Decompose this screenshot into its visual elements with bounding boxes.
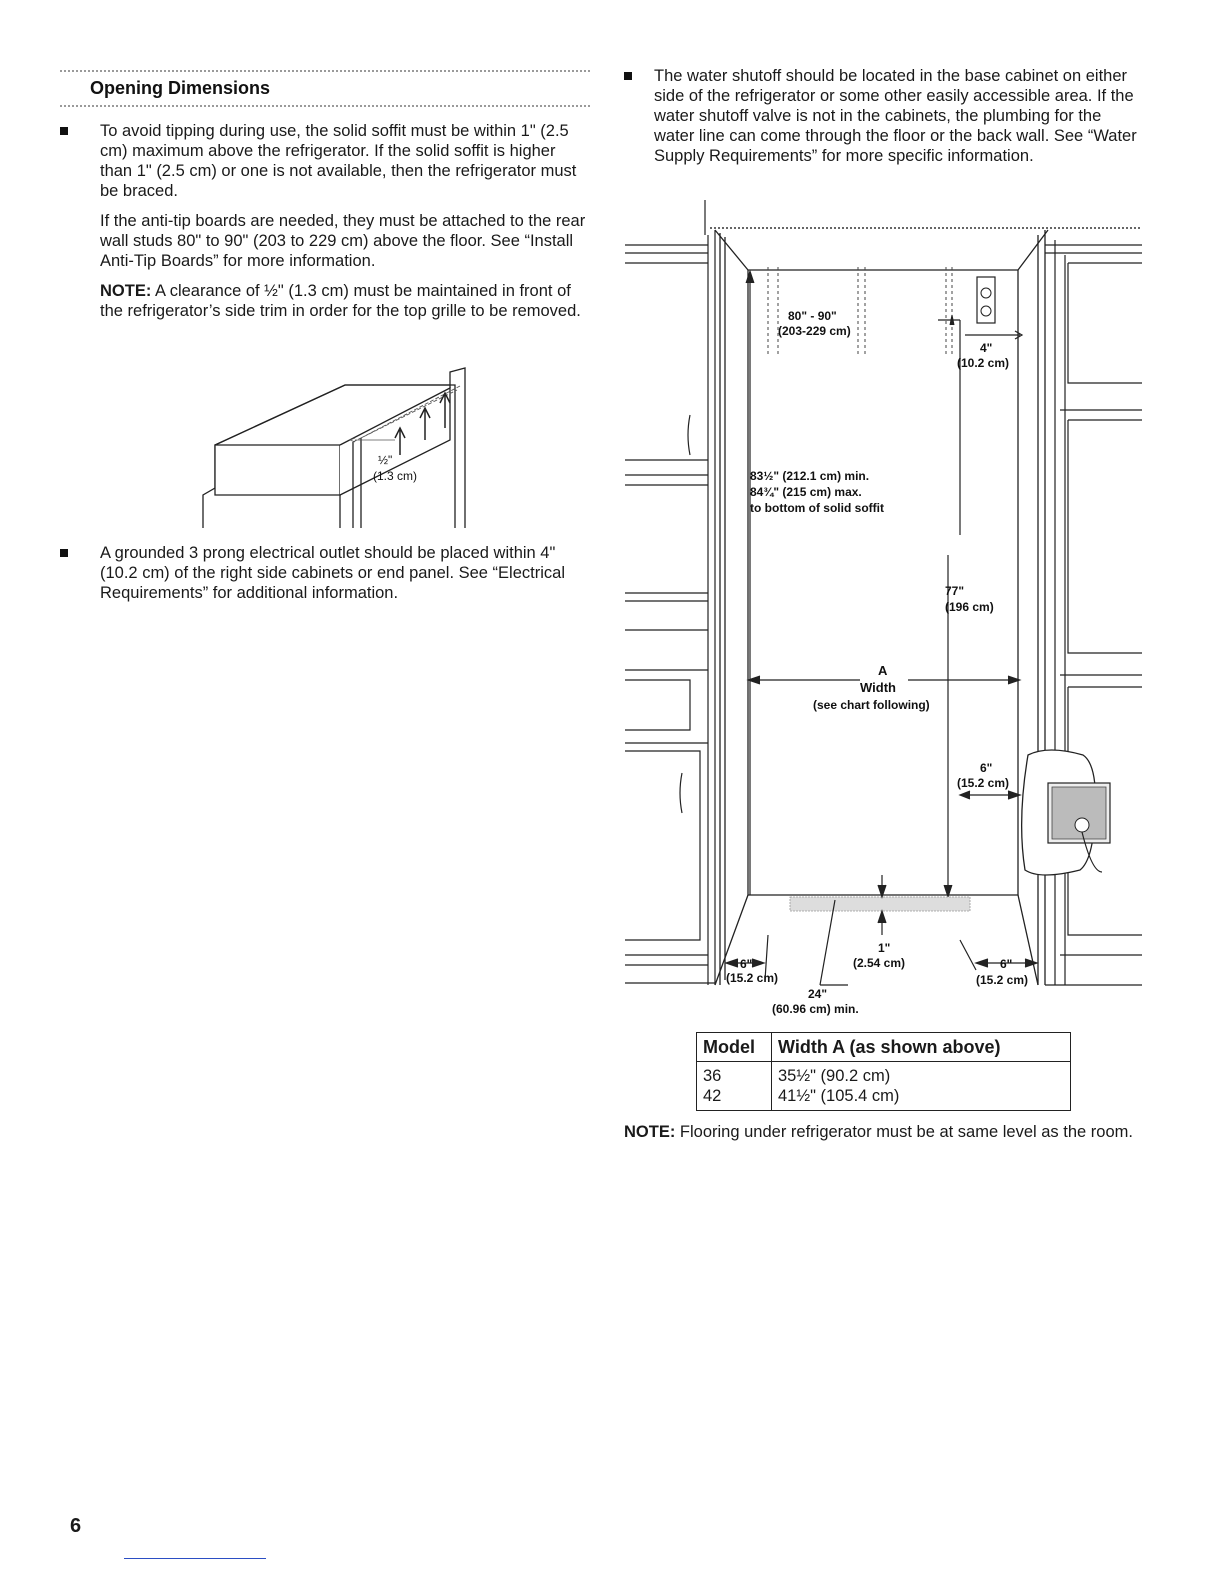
alcove-outline	[715, 230, 1048, 985]
note-text: Flooring under refrigerator must be at same level as the room.	[675, 1123, 1133, 1141]
clearance-in-label: ½"	[378, 453, 393, 467]
table-row	[697, 1062, 1071, 1087]
header-model: Model	[697, 1033, 772, 1062]
grille-clearance-figure	[195, 360, 475, 530]
anti-tip-paragraph: If the anti-tip boards are needed, they must be attached to the rear wall studs 80" to 90" (203 to 229 cm) above the floor. See “Install Anti-Tip Boards” for more information.	[100, 212, 586, 270]
bl6-cm-label: (15.2 cm)	[726, 971, 779, 985]
left-column-lower	[60, 543, 590, 603]
width-label: Width	[860, 680, 896, 695]
note-text: A clearance of ½" (1.3 cm) must be maintained in front of the refrigerator’s side trim in order for the top grille to be removed.	[100, 282, 581, 320]
height-note-label: to bottom of solid soffit	[750, 501, 884, 515]
bullet-soffit-text: To avoid tipping during use, the solid soffit must be within 1" (2.5 cm) maximum above the refrigerator. If the solid soffit is higher than 1" (2.5 cm) or one is not available, then the refrigerator must be braced.	[100, 122, 577, 200]
width-letter: A	[878, 663, 888, 678]
cell-width: 41½" (105.4 cm)	[772, 1086, 1071, 1111]
outlet-in-label: 4"	[980, 341, 993, 355]
opening-dimensions-diagram	[620, 195, 1145, 1025]
left-column	[60, 70, 590, 321]
studs-cm-label: (203-229 cm)	[778, 324, 851, 338]
note-label: NOTE:	[624, 1123, 676, 1141]
floor1-cm-label: (2.54 cm)	[853, 956, 906, 970]
width-note: (see chart following)	[813, 698, 930, 712]
br6-cm-label: (15.2 cm)	[976, 973, 1029, 987]
h77-in-label: 77"	[945, 584, 965, 598]
cell-model: 36	[697, 1062, 772, 1087]
bullet-square-icon	[60, 549, 68, 557]
bullet-water-shutoff	[624, 66, 1144, 166]
studs-in-label: 80" - 90"	[788, 309, 837, 323]
depth-in-label: 24"	[808, 987, 828, 1001]
outlet-cm-label: (10.2 cm)	[957, 356, 1010, 370]
electrical-outlet-icon	[977, 277, 995, 323]
footer-rule	[124, 1558, 266, 1559]
left-cabinets	[625, 230, 715, 985]
side6-cm-label: (15.2 cm)	[957, 776, 1010, 790]
cell-model: 42	[697, 1086, 772, 1111]
header-width: Width A (as shown above)	[772, 1033, 1071, 1062]
width-table-wrap	[696, 1032, 1071, 1111]
side6-in-label: 6"	[980, 761, 993, 775]
width-table	[696, 1032, 1071, 1111]
br6-in-label: 6"	[1000, 957, 1013, 971]
page-number: 6	[70, 1515, 82, 1537]
section-title: Opening Dimensions	[90, 78, 271, 98]
clearance-cm-label: (1.3 cm)	[373, 469, 418, 483]
floor1-in-label: 1"	[878, 941, 891, 955]
table-row	[697, 1086, 1071, 1111]
bullet-water-shutoff-text: The water shutoff should be located in the base cabinet on either side of the refrigerator or some other easily accessible area. If the water shutoff valve is not in the cabinets, the plumbing for the water line can come through the floor or the back wall. See “Water Supply Requirements” for more specific information.	[654, 67, 1137, 165]
bullet-outlet	[60, 543, 590, 603]
h77-cm-label: (196 cm)	[945, 600, 994, 614]
bullet-outlet-text: A grounded 3 prong electrical outlet should be placed within 4" (10.2 cm) of the right side cabinets or end panel. See “Electrical Requirements” for additional information.	[100, 544, 565, 602]
bullet-soffit	[60, 121, 590, 201]
bullet-square-icon	[624, 72, 632, 80]
water-valve-box-icon	[1022, 750, 1110, 875]
note-label: NOTE:	[100, 282, 152, 300]
cell-width: 35½" (90.2 cm)	[772, 1062, 1071, 1087]
table-header-row	[697, 1033, 1071, 1062]
height-max-label: 84¾" (215 cm) max.	[750, 485, 862, 499]
bl6-in-label: 6"	[740, 957, 753, 971]
right-column	[624, 66, 1144, 166]
section-heading-box	[60, 70, 590, 107]
height-min-label: 83½" (212.1 cm) min.	[750, 469, 870, 483]
flooring-note	[624, 1122, 1144, 1142]
depth-cm-label: (60.96 cm) min.	[772, 1002, 859, 1016]
bullet-square-icon	[60, 127, 68, 135]
grille-note	[60, 281, 590, 321]
